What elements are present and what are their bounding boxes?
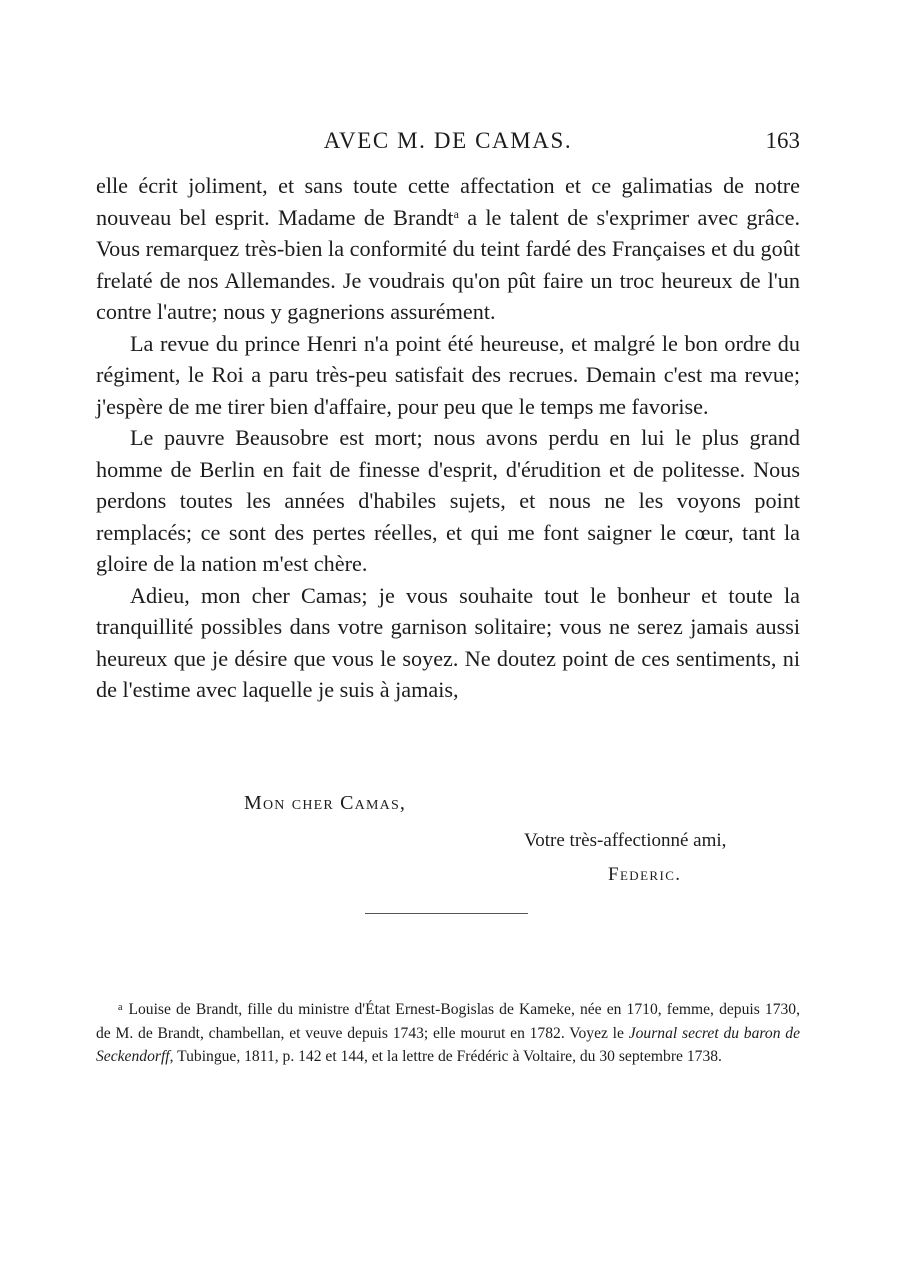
paragraph-4: Adieu, mon cher Camas; je vous souhaite tout le bonheur et toute la tranquillité possibles dans votre garnison solitaire; vous ne serez jamais aussi heureux que je désire que vous le soyez. Ne doutez point de ces sentiments, ni de l'estime avec laquelle je suis à jamais, bbox=[96, 582, 800, 702]
paragraph-1-text-b: a le talent de s'exprimer avec grâce. Vous remarquez très-bien la conformité du teint fardé des Françaises et du goût frelaté de nos Allemandes. Je voudrais qu'on pût faire un troc heureux de l'un contre l'autre; nous y gagnerions assurément. bbox=[96, 204, 800, 324]
footnote bbox=[96, 996, 800, 1069]
footnote-separator bbox=[365, 913, 528, 914]
paragraph-1 bbox=[96, 170, 800, 328]
paragraph-2: La revue du prince Henri n'a point été heureuse, et malgré le bon ordre du régiment, le Roi a paru très-peu satisfait des recrues. Demain c'est ma revue; j'espère de me tirer bien d'affaire, pour peu que le temps me favorise. bbox=[96, 330, 800, 419]
salutation: Mon cher Camas, bbox=[244, 792, 407, 814]
paragraph-3: Le pauvre Beausobre est mort; nous avons perdu en lui le plus grand homme de Berlin en fait de finesse d'esprit, d'érudition et de politesse. Nous perdons toutes les années d'habiles sujets, et nous ne les voyons point remplacés; ce sont des pertes réelles, et qui me font saigner le cœur, tant la gloire de la nation m'est chère. bbox=[96, 425, 800, 576]
paragraph-1-text-a: elle écrit joliment, et sans toute cette affectation et ce galimatias de notre nouveau bel esprit. Madame de Brandt bbox=[96, 173, 800, 230]
signature: Federic. bbox=[608, 864, 682, 885]
footnote-text-b: , Tubingue, 1811, p. 142 et 144, et la lettre de Frédéric à Voltaire, du 30 septembre 1738. bbox=[169, 1048, 722, 1065]
sign-off: Votre très-affectionné ami, bbox=[524, 830, 727, 851]
footnote-marker: a bbox=[118, 1002, 123, 1013]
page-header bbox=[96, 128, 800, 158]
page-number: 163 bbox=[765, 128, 800, 153]
running-title: AVEC M. DE CAMAS. bbox=[323, 128, 573, 153]
footnote-reference: a bbox=[453, 206, 459, 221]
footnote-text-a: Louise de Brandt, fille du ministre d'État Ernest-Bogislas de Kameke, née en 1710, femme, depuis 1730, de M. de Brandt, chambellan, et veuve depuis 1743; elle mourut en 1782. Voyez le bbox=[96, 1001, 800, 1042]
letter-body bbox=[96, 170, 800, 706]
footnote-title-italic: Journal secret du baron de Seckendorff bbox=[96, 1024, 800, 1065]
